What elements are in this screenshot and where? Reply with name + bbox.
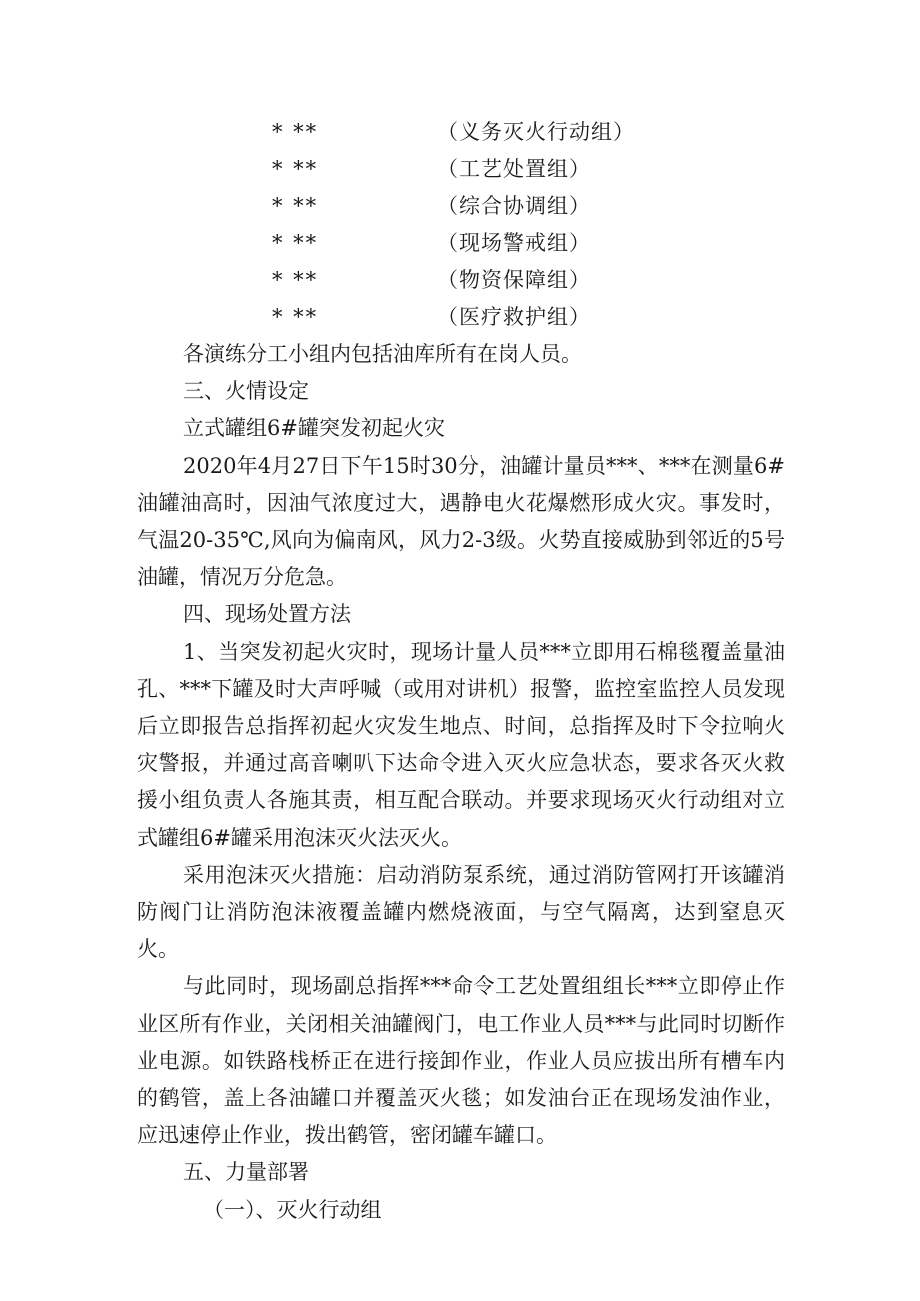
roster-group: （医疗救护组） [437, 305, 591, 329]
fire-scenario-title: 立式罐组6#罐突发初起火灾 [183, 416, 445, 441]
roster-group: （工艺处置组） [437, 157, 591, 181]
roster-name: * ** [272, 231, 319, 255]
roster-group: （综合协调组） [437, 194, 591, 218]
foam-extinguishing-measures: 采用泡沫灭火措施：启动消防泵系统，通过消防管网打开该罐消防阀门让消防泡沫液覆盖罐内燃烧液面，与空气隔离，达到窒息灭火。 [137, 862, 785, 962]
subsection-heading-firefighting-group: （一）、灭火行动组 [203, 1197, 382, 1222]
section-heading-fire-setting: 三、火情设定 [183, 379, 309, 404]
fire-scenario-description: 2020年4月27日下午15时30分，油罐计量员***、***在测量6#油罐油高时，因油气浓度过大，遇静电火花爆燃形成火灾。事发时，气温20-35℃,风向为偏南风，风力2-3级。火势直接威胁到邻近的5号油罐，情况万分危急。 [137, 453, 785, 590]
roster-name: * ** [272, 305, 319, 329]
roster-name: * ** [272, 120, 319, 144]
roster-name: * ** [272, 194, 319, 218]
roster-group: （义务灭火行动组） [437, 120, 635, 144]
section-heading-onsite-handling: 四、现场处置方法 [183, 602, 351, 627]
roster-name: * ** [272, 157, 319, 181]
roster-note: 各演练分工小组内包括油库所有在岗人员。 [183, 342, 582, 366]
document-body [137, 336, 785, 1229]
roster-row [272, 151, 635, 188]
roster-group: （现场警戒组） [437, 231, 591, 255]
handling-step-1: 1、当突发初起火灾时，现场计量人员***立即用石棉毯覆盖量油孔、***下罐及时大声呼喊（或用对讲机）报警，监控室监控人员发现后立即报告总指挥初起火灾发生地点、时间，总指挥及时下令拉响火灾警报，并通过高音喇叭下达命令进入灭火应急状态，要求各灭火救援小组负责人各施其责，相互配合联动。并要求现场灭火行动组对立式罐组6#罐采用泡沫灭火法灭火。 [137, 639, 785, 850]
roster-row [272, 188, 635, 225]
section-heading-force-deployment: 五、力量部署 [183, 1160, 309, 1185]
roster-group: （物资保障组） [437, 268, 591, 292]
roster-row [272, 225, 635, 262]
process-shutdown-measures: 与此同时，现场副总指挥***命令工艺处置组组长***立即停止作业区所有作业，关闭相关油罐阀门，电工作业人员***与此同时切断作业电源。如铁路栈桥正在进行接卸作业，作业人员应拔出所有槽车内的鹤管，盖上各油罐口并覆盖灭火毯；如发油台正在现场发油作业，应迅速停止作业，拨出鹤管，密闭罐车罐口。 [137, 974, 785, 1148]
roster-row [272, 114, 635, 151]
group-roster [272, 114, 635, 336]
roster-name: * ** [272, 268, 319, 292]
roster-row [272, 262, 635, 299]
roster-row [272, 299, 635, 336]
